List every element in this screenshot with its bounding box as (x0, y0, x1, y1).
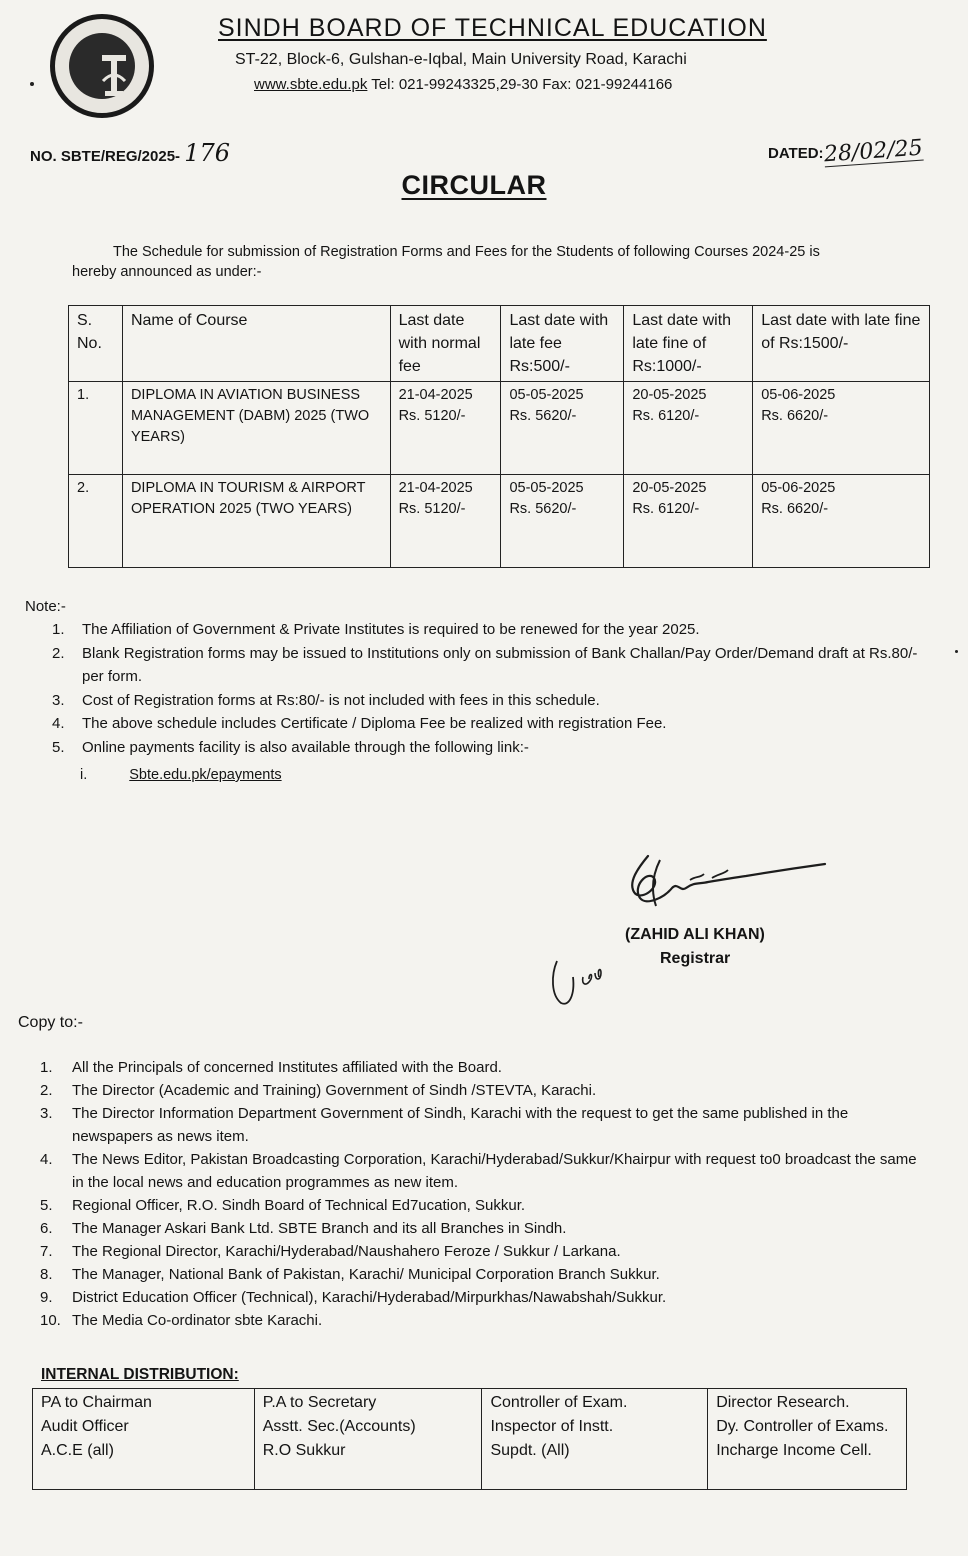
late1000-date: 20-05-2025 (632, 480, 707, 496)
list-item (40, 1309, 930, 1332)
list-item (52, 642, 932, 689)
row-late-fine-1000 (624, 475, 753, 568)
row-late-fine-1000 (624, 382, 753, 475)
normal-date: 21-04-2025 (398, 480, 473, 496)
col-header-late-fine-1500: Last date with late fine of Rs:1500/- (753, 306, 930, 382)
payment-link-item (80, 767, 282, 783)
note-number: 5. (52, 738, 65, 756)
recipient: Inspector of Instt. (490, 1418, 614, 1435)
distribution-col-2 (254, 1389, 482, 1490)
late500-date: 05-05-2025 (509, 387, 584, 403)
dated (768, 135, 924, 168)
copy-number: 9. (40, 1289, 53, 1306)
recipient: R.O Sukkur (262, 1442, 346, 1459)
recipient: Supdt. (All) (490, 1442, 570, 1459)
list-item (40, 1263, 930, 1286)
seal-emblem-icon (99, 51, 129, 99)
normal-amount: Rs. 5120/- (398, 408, 466, 424)
copy-text: The Media Co-ordinator sbte Karachi. (72, 1312, 323, 1329)
copy-to-list (40, 1056, 930, 1332)
late500-amount: Rs. 5620/- (509, 408, 577, 424)
col-header-course: Name of Course (122, 306, 390, 382)
list-item (40, 1148, 930, 1194)
schedule-header-row (69, 306, 930, 382)
notes-list (52, 618, 932, 759)
copy-text: The Regional Director, Karachi/Hyderabad/Naushahero Feroze / Sukkur / Larkana. (72, 1243, 621, 1260)
list-item (40, 1286, 930, 1309)
normal-date: 21-04-2025 (398, 387, 473, 403)
organization-address: ST-22, Block-6, Gulshan-e-Iqbal, Main University Road, Karachi (235, 51, 687, 68)
distribution-col-1 (33, 1389, 255, 1490)
list-item (40, 1217, 930, 1240)
recipient: PA to Chairman (41, 1394, 152, 1411)
phone-fax: Tel: 021-99243325,29-30 Fax: 021-99244166 (367, 76, 673, 93)
late1000-date: 20-05-2025 (632, 387, 707, 403)
list-item (40, 1079, 930, 1102)
note-text: Online payments facility is also available through the following link:- (82, 738, 529, 756)
normal-amount: Rs. 5120/- (398, 501, 466, 517)
list-item (40, 1102, 930, 1148)
distribution-col-4 (708, 1389, 907, 1490)
reference-handwritten-number: 176 (184, 139, 231, 167)
copy-text: The News Editor, Pakistan Broadcasting Corporation, Karachi/Hyderabad/Sukkur/Khairpur with request to0 broadcast the same in the local news and education programmes as new item. (72, 1151, 917, 1191)
copy-number: 1. (40, 1059, 53, 1076)
list-item (52, 712, 932, 736)
recipient: Audit Officer (41, 1418, 129, 1435)
table-row (69, 382, 930, 475)
note-number: 4. (52, 715, 65, 732)
notes-heading: Note:- (25, 598, 66, 615)
note-number: 3. (52, 691, 65, 709)
organization-contact (254, 76, 672, 93)
list-item (40, 1056, 930, 1079)
copy-number: 8. (40, 1266, 53, 1283)
copy-text: Regional Officer, R.O. Sindh Board of Technical Ed7ucation, Sukkur. (72, 1197, 526, 1214)
copy-number: 5. (40, 1197, 53, 1214)
late1500-amount: Rs. 6620/- (761, 501, 829, 517)
copy-to-heading: Copy to:- (18, 1014, 83, 1031)
row-course-name: DIPLOMA IN AVIATION BUSINESS MANAGEMENT (DABM) 2025 (TWO YEARS) (122, 382, 390, 475)
copy-number: 4. (40, 1151, 53, 1168)
handwritten-initials (545, 955, 615, 1010)
reference-number (30, 139, 230, 167)
copy-number: 2. (40, 1082, 53, 1099)
row-late-fee-500 (501, 382, 624, 475)
signatory-title: Registrar (660, 950, 731, 967)
late500-date: 05-05-2025 (509, 480, 584, 496)
registrar-signature (620, 848, 835, 918)
recipient: Dy. Controller of Exams. (716, 1418, 889, 1435)
recipient: Incharge Income Cell. (716, 1442, 872, 1459)
copy-text: The Director (Academic and Training) Government of Sindh /STEVTA, Karachi. (72, 1082, 597, 1099)
page-title: CIRCULAR (401, 170, 547, 200)
note-number: 1. (52, 621, 65, 638)
intro-paragraph-line2: hereby announced as under:- (72, 264, 262, 280)
late500-amount: Rs. 5620/- (509, 501, 577, 517)
copy-number: 3. (40, 1105, 53, 1122)
row-normal-fee (390, 382, 501, 475)
schedule-table (68, 305, 930, 568)
row-sno: 2. (69, 475, 123, 568)
row-course-name: DIPLOMA IN TOURISM & AIRPORT OPERATION 2025 (TWO YEARS) (122, 475, 390, 568)
recipient: Asstt. Sec.(Accounts) (262, 1418, 416, 1435)
organization-name: SINDH BOARD OF TECHNICAL EDUCATION (218, 14, 767, 42)
board-seal-logo (50, 14, 154, 118)
row-sno: 1. (69, 382, 123, 475)
note-text: The above schedule includes Certificate / Diploma Fee be realized with registration Fee. (82, 715, 667, 732)
dated-label: DATED: (768, 145, 824, 162)
table-row (69, 475, 930, 568)
list-item (40, 1194, 930, 1217)
scan-mark (955, 650, 958, 653)
note-number: 2. (52, 644, 65, 662)
late1000-amount: Rs. 6120/- (632, 408, 700, 424)
intro-paragraph-line1: The Schedule for submission of Registration Forms and Fees for the Students of following Courses 2024-25 is (113, 244, 820, 260)
list-item (52, 736, 932, 760)
row-late-fee-500 (501, 475, 624, 568)
late1500-date: 05-06-2025 (761, 480, 836, 496)
scan-mark (30, 82, 34, 86)
copy-number: 10. (40, 1312, 61, 1329)
dated-handwritten-value: 28/02/25 (822, 135, 924, 168)
col-header-sno: S. No. (69, 306, 123, 382)
copy-text: The Manager, National Bank of Pakistan, Karachi/ Municipal Corporation Branch Sukkur. (72, 1266, 660, 1283)
note-text: Cost of Registration forms at Rs:80/- is not included with fees in this schedule. (82, 691, 600, 709)
col-header-normal-fee: Last date with normal fee (390, 306, 501, 382)
late1500-date: 05-06-2025 (761, 387, 836, 403)
list-item (52, 689, 932, 713)
row-normal-fee (390, 475, 501, 568)
distribution-col-3 (482, 1389, 708, 1490)
website-link[interactable]: www.sbte.edu.pk (254, 76, 368, 93)
row-late-fine-1500 (753, 475, 930, 568)
epayments-link[interactable]: Sbte.edu.pk/epayments (129, 767, 282, 783)
recipient: Controller of Exam. (490, 1394, 628, 1411)
late1500-amount: Rs. 6620/- (761, 408, 829, 424)
recipient: A.C.E (all) (41, 1442, 114, 1459)
list-item (52, 618, 932, 642)
copy-text: District Education Officer (Technical), Karachi/Hyderabad/Mirpurkhas/Nawabshah/Sukkur. (72, 1289, 667, 1306)
internal-distribution-table (32, 1388, 907, 1490)
note-text: The Affiliation of Government & Private Institutes is required to be renewed for the year 2025. (82, 621, 700, 638)
late1000-amount: Rs. 6120/- (632, 501, 700, 517)
copy-text: All the Principals of concerned Institutes affiliated with the Board. (72, 1059, 502, 1076)
row-late-fine-1500 (753, 382, 930, 475)
recipient: Director Research. (716, 1394, 850, 1411)
recipient: P.A to Secretary (262, 1394, 377, 1411)
col-header-late-fine-1000: Last date with late fine of Rs:1000/- (624, 306, 753, 382)
table-row (33, 1389, 907, 1490)
copy-number: 7. (40, 1243, 53, 1260)
list-item (40, 1240, 930, 1263)
internal-distribution-heading: INTERNAL DISTRIBUTION: (41, 1366, 239, 1383)
copy-number: 6. (40, 1220, 53, 1237)
copy-text: The Manager Askari Bank Ltd. SBTE Branch and its all Branches in Sindh. (72, 1220, 567, 1237)
signatory-name: (ZAHID ALI KHAN) (625, 926, 765, 943)
reference-label: NO. SBTE/REG/2025- (30, 148, 181, 165)
note-text: Blank Registration forms may be issued to Institutions only on submission of Bank Challan/Pay Order/Demand draft at Rs.80/- per form. (82, 644, 918, 685)
col-header-late-fee-500: Last date with late fee Rs:500/- (501, 306, 624, 382)
sub-item-number: i. (80, 767, 88, 783)
copy-text: The Director Information Department Government of Sindh, Karachi with the request to get the same published in the newspapers as news item. (72, 1105, 849, 1145)
